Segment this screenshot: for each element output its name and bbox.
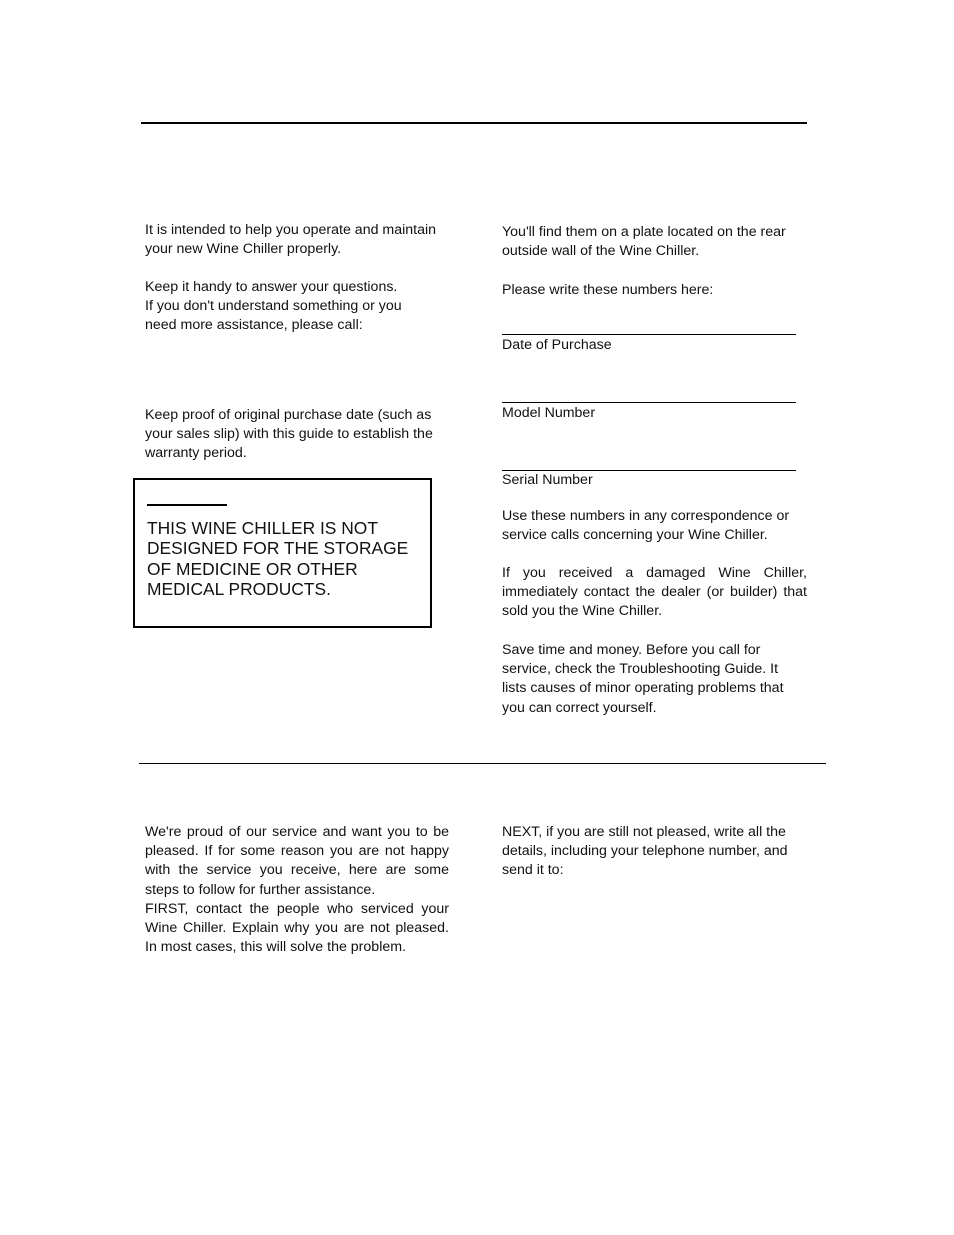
damaged-line: immediately contact the dealer (or builder) that bbox=[502, 584, 807, 601]
first-step-line: FIRST, contact the people who serviced your bbox=[145, 900, 449, 917]
warning-text: THIS WINE CHILLER IS NOT DESIGNED FOR THE STORAGE OF MEDICINE OR OTHER MEDICAL PRODUCTS. bbox=[147, 518, 409, 600]
damaged-line: sold you the Wine Chiller. bbox=[502, 603, 663, 620]
next-step-paragraph: NEXT, if you are still not pleased, write all the details, including your telephone number, and send it to: bbox=[502, 824, 788, 879]
correspondence-paragraph: Use these numbers in any correspondence or service calls concerning your Wine Chiller. bbox=[502, 508, 790, 544]
service-intro-line: pleased. If for some reason you are not happy bbox=[145, 843, 449, 860]
damaged-line: If you received a damaged Wine Chiller, bbox=[502, 565, 807, 581]
service-intro-line: with the service you receive, here are some bbox=[145, 862, 449, 879]
service-intro-paragraph bbox=[145, 823, 449, 957]
date-of-purchase-label: Date of Purchase bbox=[502, 337, 612, 353]
warning-heading-bar bbox=[147, 504, 227, 506]
service-intro-line: We're proud of our service and want you to be bbox=[145, 824, 449, 840]
model-number-line bbox=[502, 402, 796, 403]
warning-box bbox=[133, 478, 432, 628]
middle-divider bbox=[139, 763, 826, 764]
intro-paragraph: It is intended to help you operate and maintain your new Wine Chiller properly. bbox=[145, 222, 437, 258]
proof-of-purchase-paragraph: Keep proof of original purchase date (such as your sales slip) with this guide to establish the warranty period. bbox=[145, 407, 433, 462]
date-of-purchase-line bbox=[502, 334, 796, 335]
plate-location-paragraph: You'll find them on a plate located on the rear outside wall of the Wine Chiller. bbox=[502, 224, 786, 260]
keep-handy-paragraph: Keep it handy to answer your questions. If you don't understand something or you need more assistance, please call: bbox=[145, 279, 402, 334]
write-numbers-paragraph: Please write these numbers here: bbox=[502, 282, 714, 298]
first-step-line: In most cases, this will solve the problem. bbox=[145, 939, 406, 956]
model-number-label: Model Number bbox=[502, 405, 596, 421]
serial-number-label: Serial Number bbox=[502, 472, 593, 488]
top-divider bbox=[141, 122, 807, 124]
damaged-paragraph bbox=[502, 564, 807, 622]
service-intro-line: steps to follow for further assistance. bbox=[145, 881, 376, 898]
first-step-line: Wine Chiller. Explain why you are not pleased. bbox=[145, 920, 449, 937]
save-time-paragraph: Save time and money. Before you call for service, check the Troubleshooting Guide. It lists causes of minor operating problems that you can correct yourself. bbox=[502, 642, 784, 716]
